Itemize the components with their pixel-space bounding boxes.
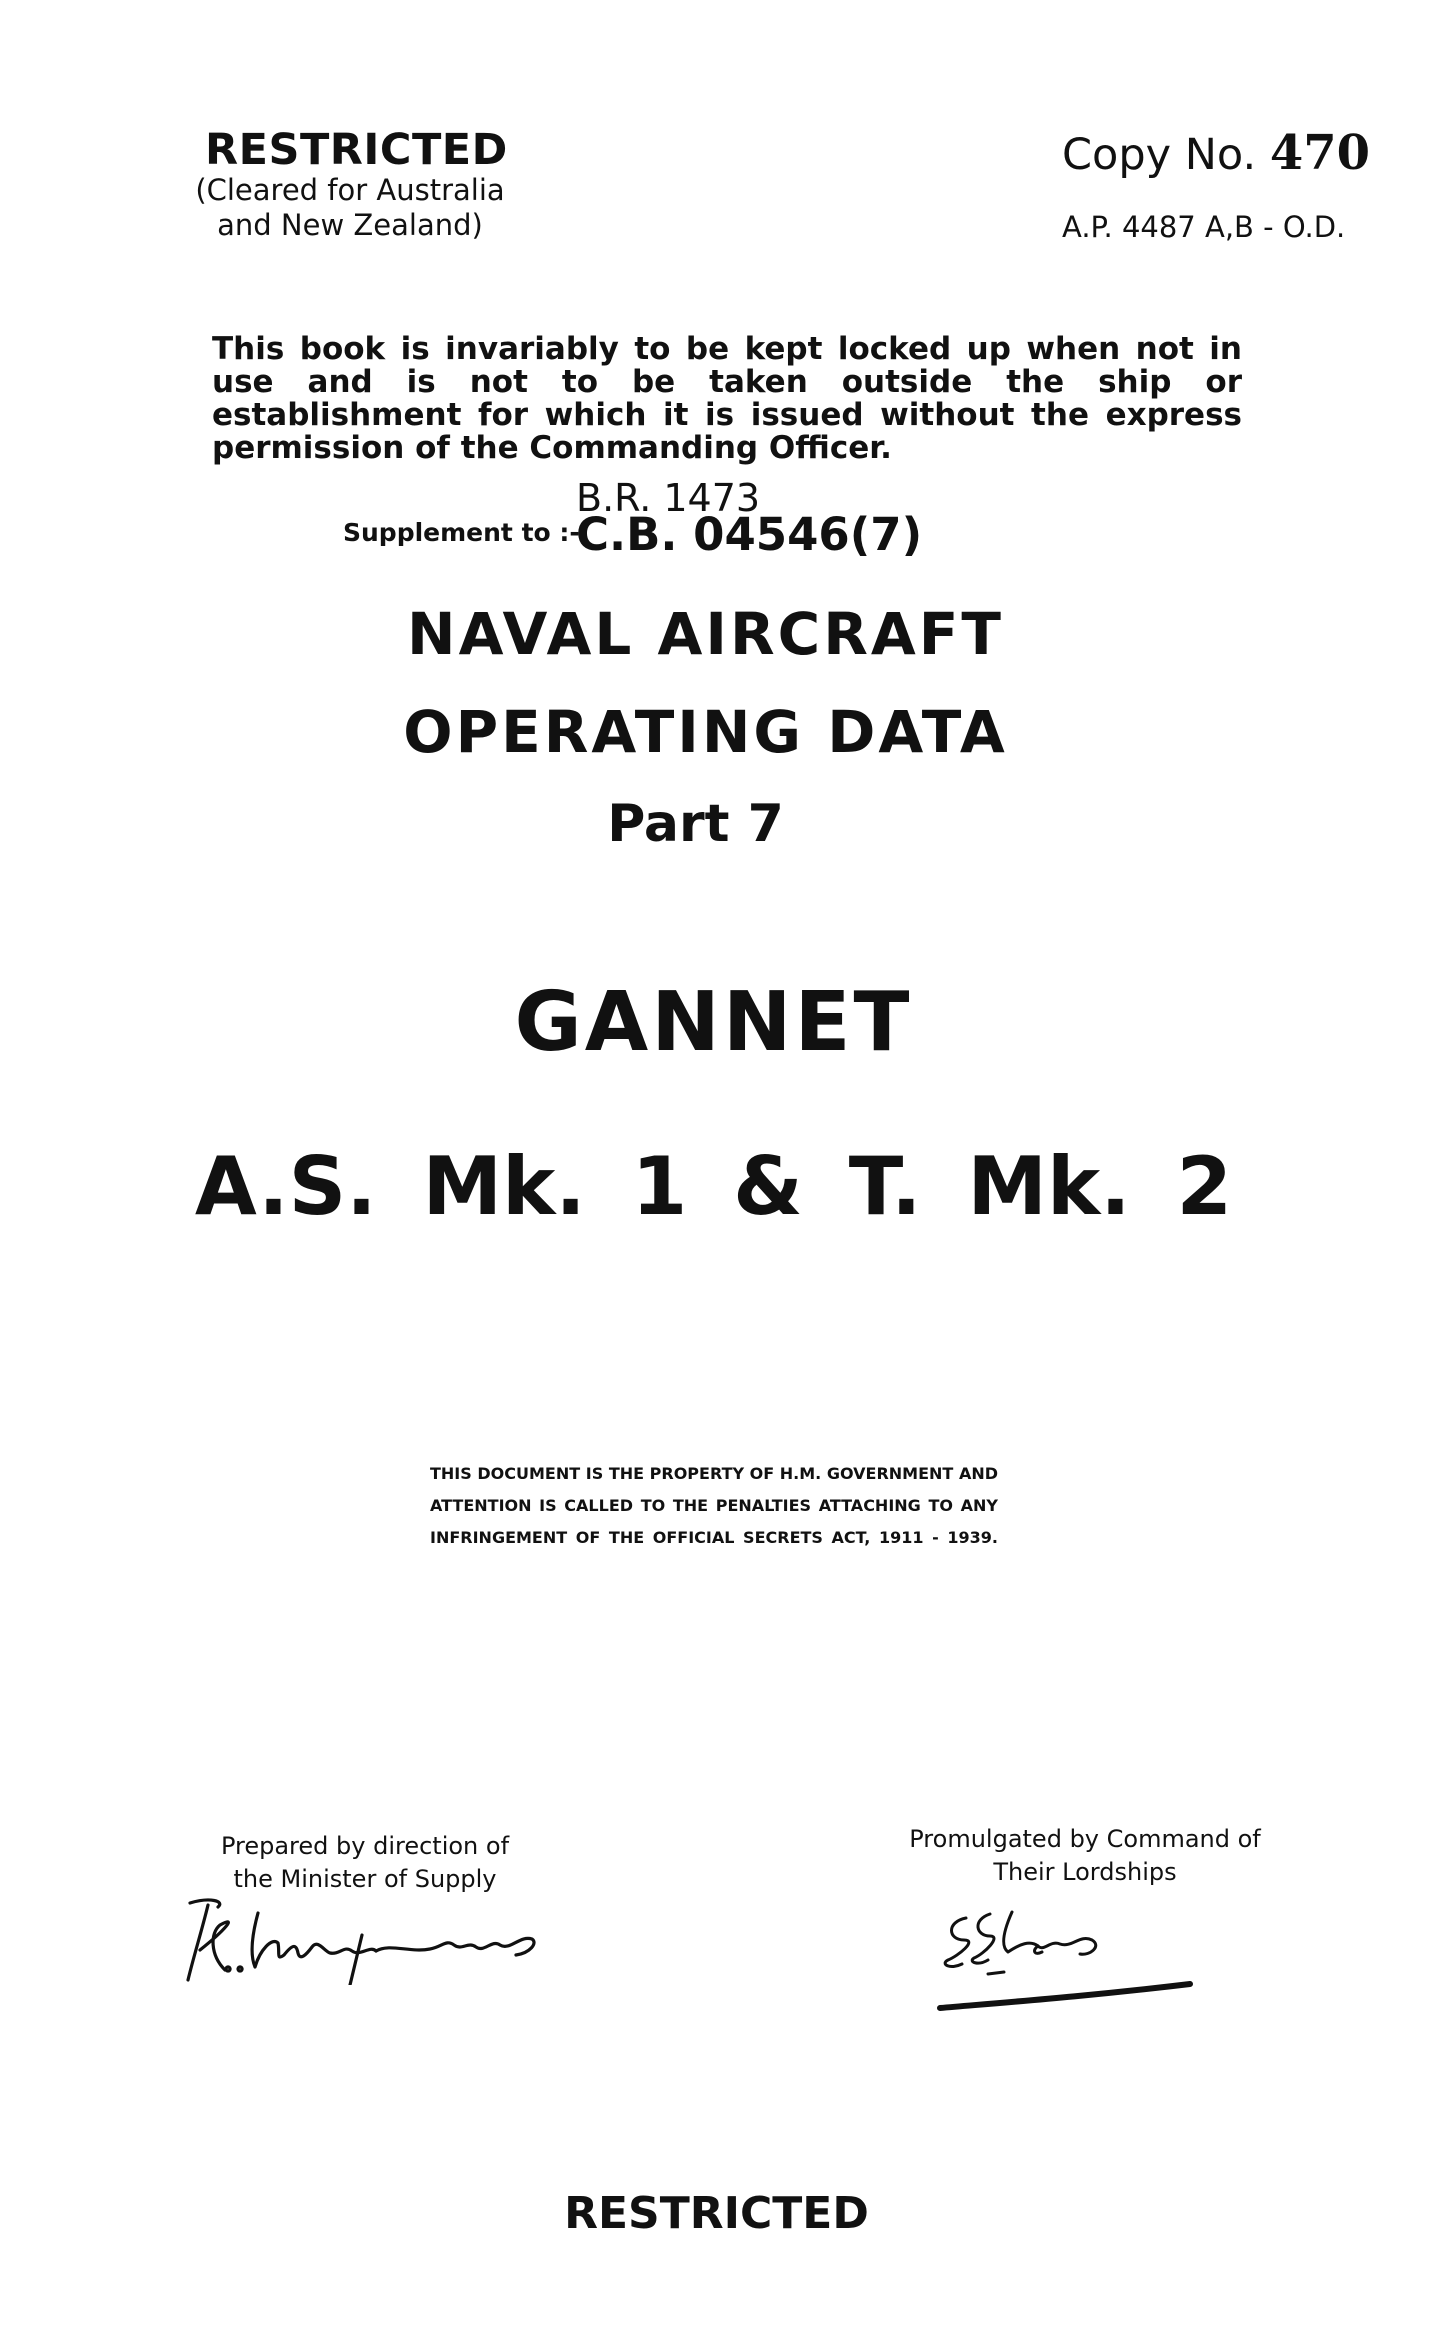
classification-bottom: RESTRICTED (564, 2188, 869, 2239)
clearance-line-2: and New Zealand) (217, 208, 483, 242)
copy-number (1062, 125, 1370, 181)
secrecy-line-3: INFRINGEMENT OF THE OFFICIAL SECRETS ACT, 1911 - 1939. (430, 1528, 998, 1547)
classification-top: RESTRICTED (205, 125, 508, 175)
copy-number-value: 470 (1269, 125, 1371, 181)
clearance-note (190, 173, 510, 243)
title-line-2: OPERATING DATA (403, 698, 1008, 766)
ap-reference: A.P. 4487 A,B - O.D. (1062, 210, 1346, 244)
title-line-1: NAVAL AIRCRAFT (407, 600, 1004, 668)
secrecy-line-1: THIS DOCUMENT IS THE PROPERTY OF H.M. GOVERNMENT AND (430, 1464, 998, 1483)
secrecy-line-2: ATTENTION IS CALLED TO THE PENALTIES ATTACHING TO ANY (430, 1496, 998, 1515)
clearance-line-1: (Cleared for Australia (195, 173, 505, 207)
br-reference: B.R. 1473 (576, 476, 761, 520)
aircraft-marks: A.S. Mk. 1 & T. Mk. 2 (194, 1140, 1233, 1233)
prepared-line-1: Prepared by direction of (220, 1832, 510, 1860)
cb-reference: C.B. 04546(7) (576, 508, 923, 561)
promulgated-line-2: Their Lordships (993, 1858, 1177, 1886)
supplement-label: Supplement to :- (343, 518, 580, 547)
part-number: Part 7 (607, 794, 784, 854)
prepared-line-2: the Minister of Supply (233, 1865, 497, 1893)
secrecy-notice (430, 1458, 998, 1554)
promulgated-line-1: Promulgated by Command of (909, 1825, 1261, 1853)
aircraft-name: GANNET (514, 975, 913, 1070)
prepared-by (200, 1830, 530, 1896)
signature-lordships (920, 1900, 1210, 2020)
signature-minister-supply (180, 1895, 550, 1985)
custody-warning: This book is invariably to be kept locked up when not in use and is not to be taken outside the ship or establishment for which it is issued without the express permission of the Commanding Officer. (212, 331, 1242, 466)
promulgated-by (900, 1823, 1270, 1889)
copy-label: Copy No. (1062, 130, 1257, 180)
